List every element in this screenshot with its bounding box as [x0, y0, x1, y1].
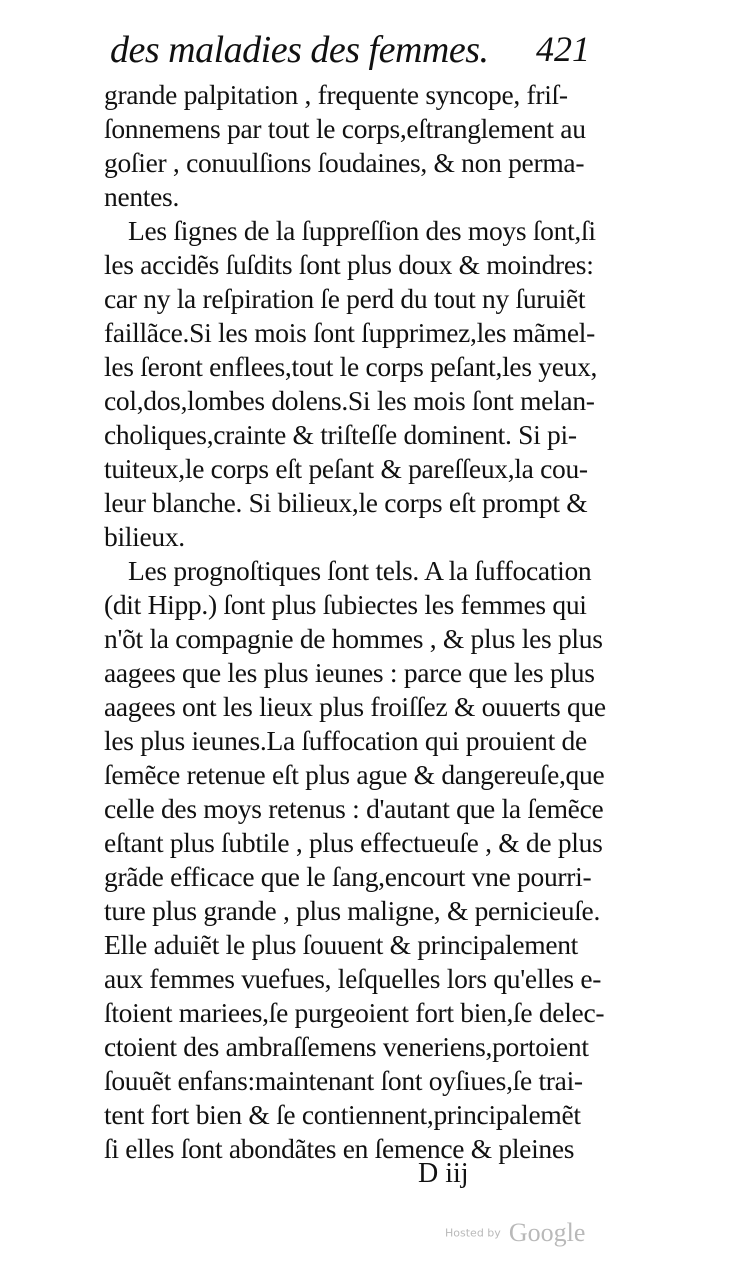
text-line: ſonnemens par tout le corps,eſtranglement au: [104, 113, 586, 144]
watermark-brand: Google: [508, 1218, 586, 1247]
text-line: Les ſignes de la ſuppreſſion des moys ſont,ſi: [128, 215, 596, 246]
text-line: celle des moys retenus : d'autant que la ſemẽce: [104, 793, 604, 824]
text-line: bilieux.: [104, 521, 185, 552]
text-line: les ſeront enflees,tout le corps peſant,les yeux,: [104, 351, 598, 382]
text-line: les plus ieunes.La ſuffocation qui prouient de: [104, 725, 587, 756]
text-line: aux femmes vuefues, leſquelles lors qu'elles e-: [104, 963, 602, 994]
text-line: tuiteux,le corps eſt peſant & pareſſeux,la cou-: [104, 453, 588, 484]
hosted-by-watermark: [445, 1218, 585, 1248]
text-line: leur blanche. Si bilieux,le corps eſt prompt &: [104, 487, 588, 518]
text-line: eſtant plus ſubtile , plus effectueuſe , & de plus: [104, 827, 603, 858]
text-line: les accidẽs ſuſdits ſont plus doux & moindres:: [104, 249, 594, 280]
text-line: choliques,crainte & triſteſſe dominent. Si pi-: [104, 419, 577, 450]
text-line: ſi elles ſont abondãtes en ſemence & pleines: [104, 1133, 575, 1164]
text-line: ſouuẽt enfans:maintenant ſont oyſiues,ſe trai-: [104, 1065, 583, 1096]
text-line: tent fort bien & ſe contiennent,principalemẽt: [104, 1099, 581, 1130]
text-line: grãde efficace que le ſang,encourt vne pourri-: [104, 861, 592, 892]
text-line: Les prognoſtiques ſont tels. A la ſuffocation: [128, 555, 592, 586]
running-title: des maladies des femmes.: [110, 29, 489, 71]
text-line: col,dos,lombes dolens.Si les mois ſont melan-: [104, 385, 595, 416]
watermark-prefix: Hosted by: [445, 1226, 501, 1240]
text-line: n'õt la compagnie de hommes , & plus les plus: [104, 623, 603, 654]
text-line: aagees que les plus ieunes : parce que les plus: [104, 657, 595, 688]
text-line: faillãce.Si les mois ſont ſupprimez,les mãmel-: [104, 317, 596, 348]
text-line: grande palpitation , frequente syncope, friſ-: [104, 79, 568, 110]
text-line: (dit Hipp.) ſont plus ſubiectes les femmes qui: [104, 589, 587, 620]
text-line: ture plus grande , plus maligne, & pernicieuſe.: [104, 895, 601, 926]
page-number: 421: [536, 29, 590, 69]
signature-mark: D iij: [418, 1158, 469, 1189]
text-line: ſtoient mariees,ſe purgeoient fort bien,ſe delec-: [104, 997, 605, 1028]
text-line: aagees ont les lieux plus froiſſez & ouuerts que: [104, 691, 606, 722]
text-line: nentes.: [104, 181, 180, 212]
text-line: car ny la reſpiration ſe perd du tout ny ſuruiẽt: [104, 283, 586, 314]
text-line: Elle aduiẽt le plus ſouuent & principalement: [104, 929, 579, 960]
text-line: ſemẽce retenue eſt plus ague & dangereuſe,que: [104, 759, 605, 790]
text-line: goſier , conuulſions ſoudaines, & non perma-: [104, 147, 585, 178]
text-line: ctoient des ambraſſemens veneriens,portoient: [104, 1031, 589, 1062]
running-head: [110, 28, 590, 78]
